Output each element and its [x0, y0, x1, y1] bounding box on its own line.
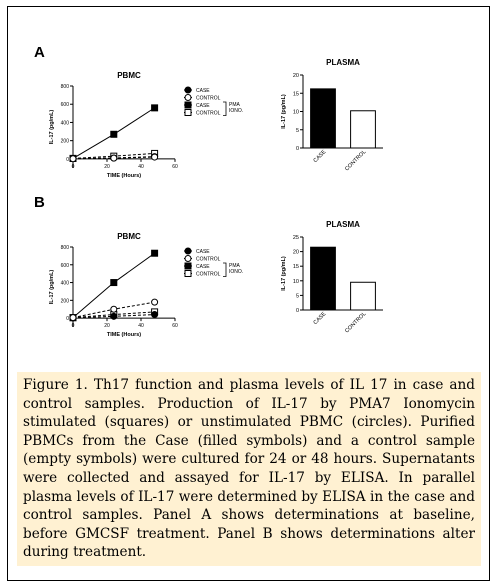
y-tick-label: 800 — [60, 245, 69, 251]
bar-control — [351, 282, 376, 310]
y-tick-label: 0 — [66, 316, 69, 323]
y-tick-label: 200 — [60, 298, 69, 305]
legend-label: CASE — [196, 264, 210, 270]
y-tick-label: 0 — [66, 156, 69, 163]
x-tick-label: 60 — [172, 323, 178, 330]
y-tick-label: 400 — [60, 280, 69, 287]
y-tick-label: 800 — [60, 84, 69, 90]
x-axis-label: TIME (Hours) — [106, 332, 142, 339]
legend-bracket-label-2: IONO. — [229, 269, 244, 275]
legend-label: CONTROL — [196, 271, 221, 278]
chart-title: PLASMA — [326, 58, 360, 67]
y-tick-label: 200 — [60, 138, 69, 145]
y-tick-label: 15 — [292, 91, 299, 98]
y-tick-label: 25 — [292, 235, 299, 241]
panel-a-label: A — [34, 44, 45, 61]
legend-label: CASE — [196, 249, 210, 255]
y-tick-label: 0 — [295, 308, 299, 314]
x-tick-label: 20 — [104, 163, 110, 170]
y-tick-label: 600 — [60, 102, 69, 109]
y-tick-label: 10 — [292, 278, 299, 285]
y-tick-label: 5 — [295, 127, 299, 134]
y-tick-label: 15 — [292, 264, 299, 271]
figure-area — [18, 14, 480, 370]
y-tick-label: 600 — [60, 262, 69, 269]
y-tick-label: 400 — [60, 120, 69, 127]
legend-label: CONTROL — [196, 256, 221, 263]
x-tick-label: CASE — [312, 149, 328, 165]
legend-label: CONTROL — [196, 95, 221, 102]
chart-title: PBMC — [117, 71, 141, 80]
chart-title: PBMC — [117, 232, 141, 241]
legend-bracket-label-1: PMA — [229, 102, 240, 108]
legend-label: CONTROL — [196, 110, 221, 117]
y-tick-label: 0 — [295, 146, 299, 152]
x-tick-label: 40 — [138, 163, 144, 170]
y-tick-label: 20 — [292, 249, 299, 256]
y-tick-label: 5 — [295, 293, 299, 300]
figure-caption — [17, 372, 481, 566]
panel-b-label: B — [34, 194, 45, 211]
legend-bracket-label-1: PMA — [229, 263, 240, 269]
x-tick-label: 0 — [71, 163, 75, 170]
x-axis-label: TIME (Hours) — [106, 172, 142, 179]
x-tick-label: CASE — [312, 311, 328, 327]
legend-bracket-label-2: IONO. — [229, 108, 244, 114]
x-tick-label: CONTROL — [344, 149, 368, 173]
y-tick-label: 20 — [292, 73, 299, 79]
chart-b-plasma — [18, 14, 480, 370]
x-tick-label: 0 — [71, 323, 75, 330]
legend-label: CASE — [196, 103, 210, 109]
y-axis-label: IL-17 (pg/mL) — [49, 269, 55, 305]
y-axis-label: IL-17 (pg/mL) — [49, 109, 55, 145]
bar-case — [311, 247, 336, 310]
legend-label: CASE — [196, 88, 210, 94]
x-tick-label: 40 — [138, 323, 144, 330]
y-tick-label: 10 — [292, 109, 299, 116]
y-axis-label: IL-17 (pg/mL) — [281, 256, 287, 291]
chart-title: PLASMA — [326, 220, 360, 229]
x-tick-label: 60 — [172, 163, 178, 170]
y-axis-label: IL-17 (pg/mL) — [281, 94, 287, 129]
x-tick-label: CONTROL — [344, 311, 368, 335]
caption-text: Th17 function and plasma levels of IL 17 in case and control samples. Production of IL-17 by PMA7 Ionomycin stimulated (squares) or unstimulated PBMC (circles). Purified PBMCs from the Case (filled symbols) and a control sample (empty symbols) were cultured for 24 or 48 hours. Supernatants were collected and assayed for IL-17 by ELISA. In parallel plasma levels of IL-17 were determined by ELISA in the case and control samples. Panel A shows determinations at baseline, before GMCSF treatment. Panel B shows determinations alter during treatment. — [23, 377, 475, 561]
caption-label: Figure 1. — [23, 377, 88, 393]
x-tick-label: 20 — [104, 323, 110, 330]
